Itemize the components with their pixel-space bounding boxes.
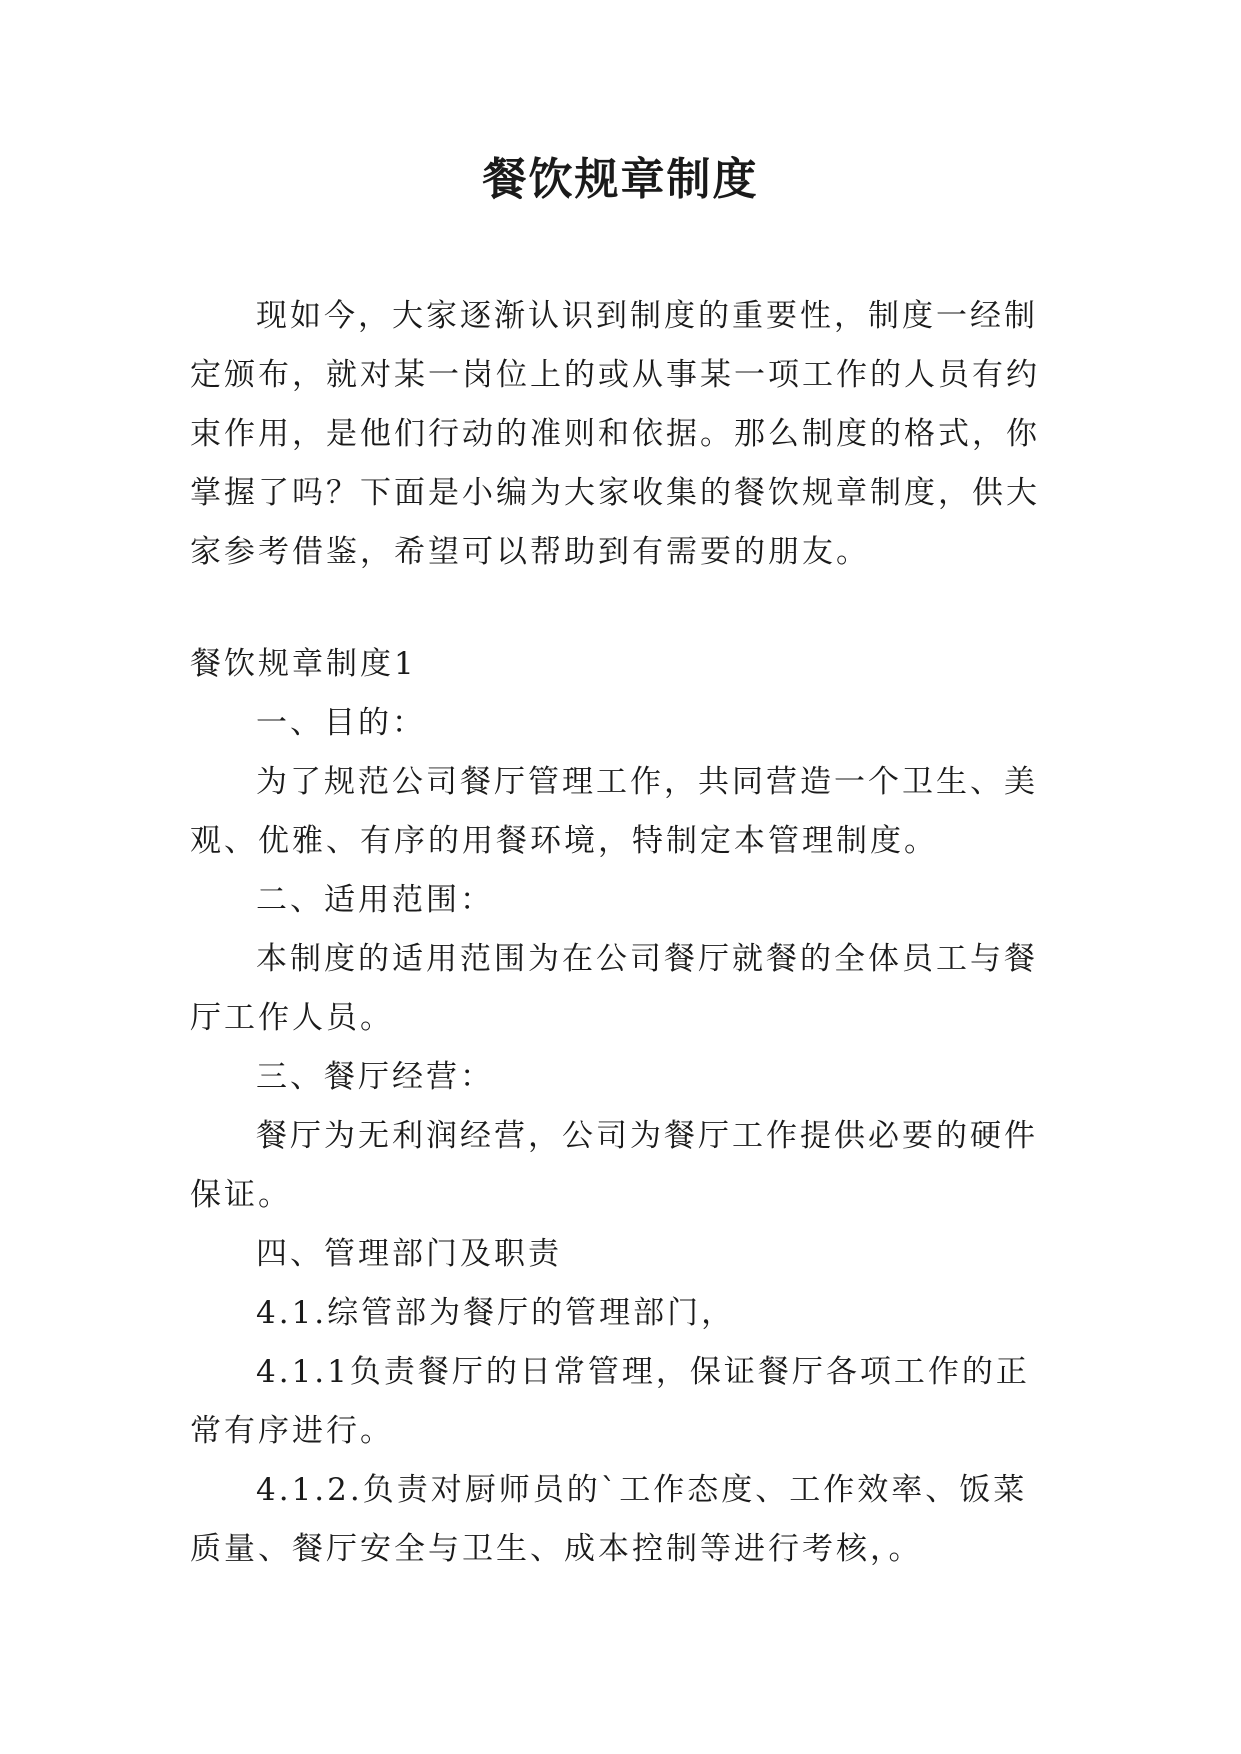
heading-scope: 二、适用范围： [256,882,494,918]
section-heading: 餐饮规章制度1 [190,646,417,682]
heading-purpose: 一、目的： [256,705,426,741]
heading-operation: 三、餐厅经营： [256,1059,494,1095]
paragraph-scope: 本制度的适用范围为在公司餐厅就餐的全体员工与餐厅工作人员。 [190,941,1038,1036]
intro-paragraph: 现如今，大家逐渐认识到制度的重要性，制度一经制定颁布，就对某一岗位上的或从事某一项工作的人员有约束作用，是他们行动的准则和依据。那么制度的格式，你掌握了吗？下面是小编为大家收集的餐饮规章制度，供大家参考借鉴，希望可以帮助到有需要的朋友。 [190,298,1040,570]
clause-4-1: 4.1.综管部为餐厅的管理部门， [256,1295,736,1331]
heading-management: 四、管理部门及职责 [256,1236,562,1272]
clause-4-1-1: 4.1.1负责餐厅的日常管理，保证餐厅各项工作的正常有序进行。 [190,1354,1030,1449]
section-content [190,635,1050,1579]
paragraph-operation: 餐厅为无利润经营，公司为餐厅工作提供必要的硬件保证。 [190,1118,1038,1213]
document-title: 餐饮规章制度 [482,154,759,205]
paragraph-purpose: 为了规范公司餐厅管理工作，共同营造一个卫生、美观、优雅、有序的用餐环境，特制定本管理制度。 [190,764,1038,859]
clause-4-1-2: 4.1.2.负责对厨师员的`工作态度、工作效率、饭菜质量、餐厅安全与卫生、成本控制等进行考核，。 [190,1472,1028,1567]
